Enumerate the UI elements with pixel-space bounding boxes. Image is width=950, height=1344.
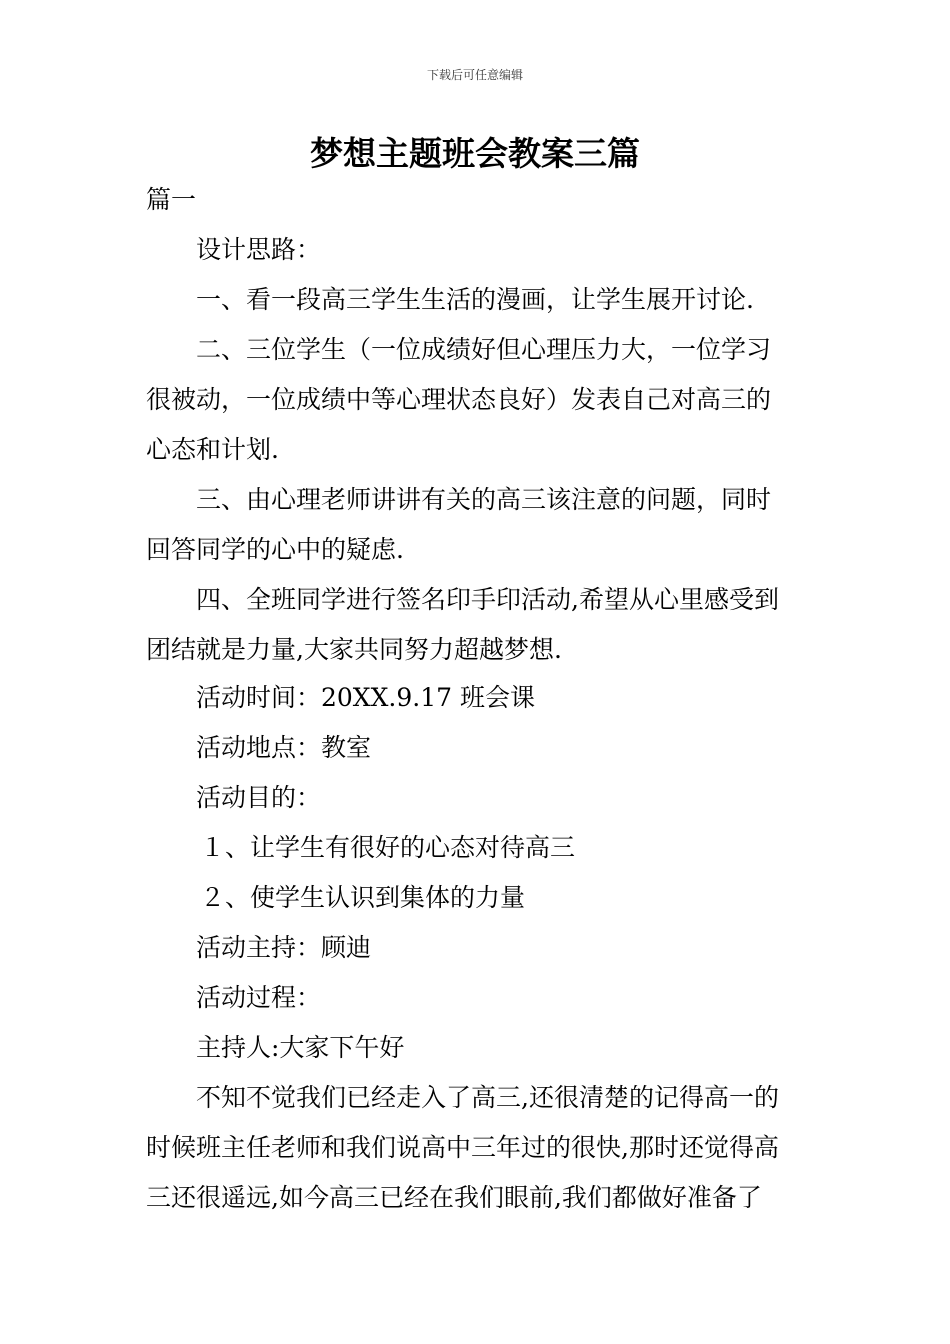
page-header-note: 下载后可任意编辑 — [426, 68, 523, 82]
activity-purpose-label: 活动目的： — [196, 783, 322, 812]
section-heading: 篇一 — [146, 185, 197, 214]
purpose-item: ２、使学生认识到集体的力量 — [200, 883, 526, 912]
paragraph-line: 三还很遥远,如今高三已经在我们眼前,我们都做好准备了 — [146, 1183, 762, 1212]
paragraph-line: 时候班主任老师和我们说高中三年过的很快,那时还觉得高 — [146, 1133, 779, 1162]
paragraph-line: 二、三位学生（一位成绩好但心理压力大，一位学习 — [196, 335, 772, 364]
paragraph-line: 主持人:大家下午好 — [196, 1033, 405, 1062]
document-title: 梦想主题班会教案三篇 — [310, 134, 640, 173]
activity-location: 活动地点：教室 — [196, 733, 372, 762]
activity-host: 活动主持：顾迪 — [196, 933, 372, 962]
paragraph-line: 不知不觉我们已经走入了高三,还很清楚的记得高一的 — [196, 1083, 779, 1112]
purpose-item: １、让学生有很好的心态对待高三 — [200, 833, 576, 862]
paragraph-line: 回答同学的心中的疑虑. — [146, 535, 404, 564]
activity-time: 活动时间：20XX.9.17 班会课 — [196, 683, 535, 712]
paragraph-line: 很被动，一位成绩中等心理状态良好）发表自己对高三的 — [146, 385, 772, 414]
paragraph-line: 四、全班同学进行签名印手印活动,希望从心里感受到 — [196, 585, 779, 614]
paragraph-line: 三、由心理老师讲讲有关的高三该注意的问题，同时 — [196, 485, 772, 514]
paragraph-line: 团结就是力量,大家共同努力超越梦想. — [146, 635, 562, 664]
paragraph-line: 心态和计划. — [146, 435, 279, 464]
paragraph-line: 设计思路： — [196, 235, 322, 264]
activity-process-label: 活动过程： — [196, 983, 322, 1012]
paragraph-line: 一、看一段高三学生生活的漫画，让学生展开讨论. — [196, 285, 754, 314]
